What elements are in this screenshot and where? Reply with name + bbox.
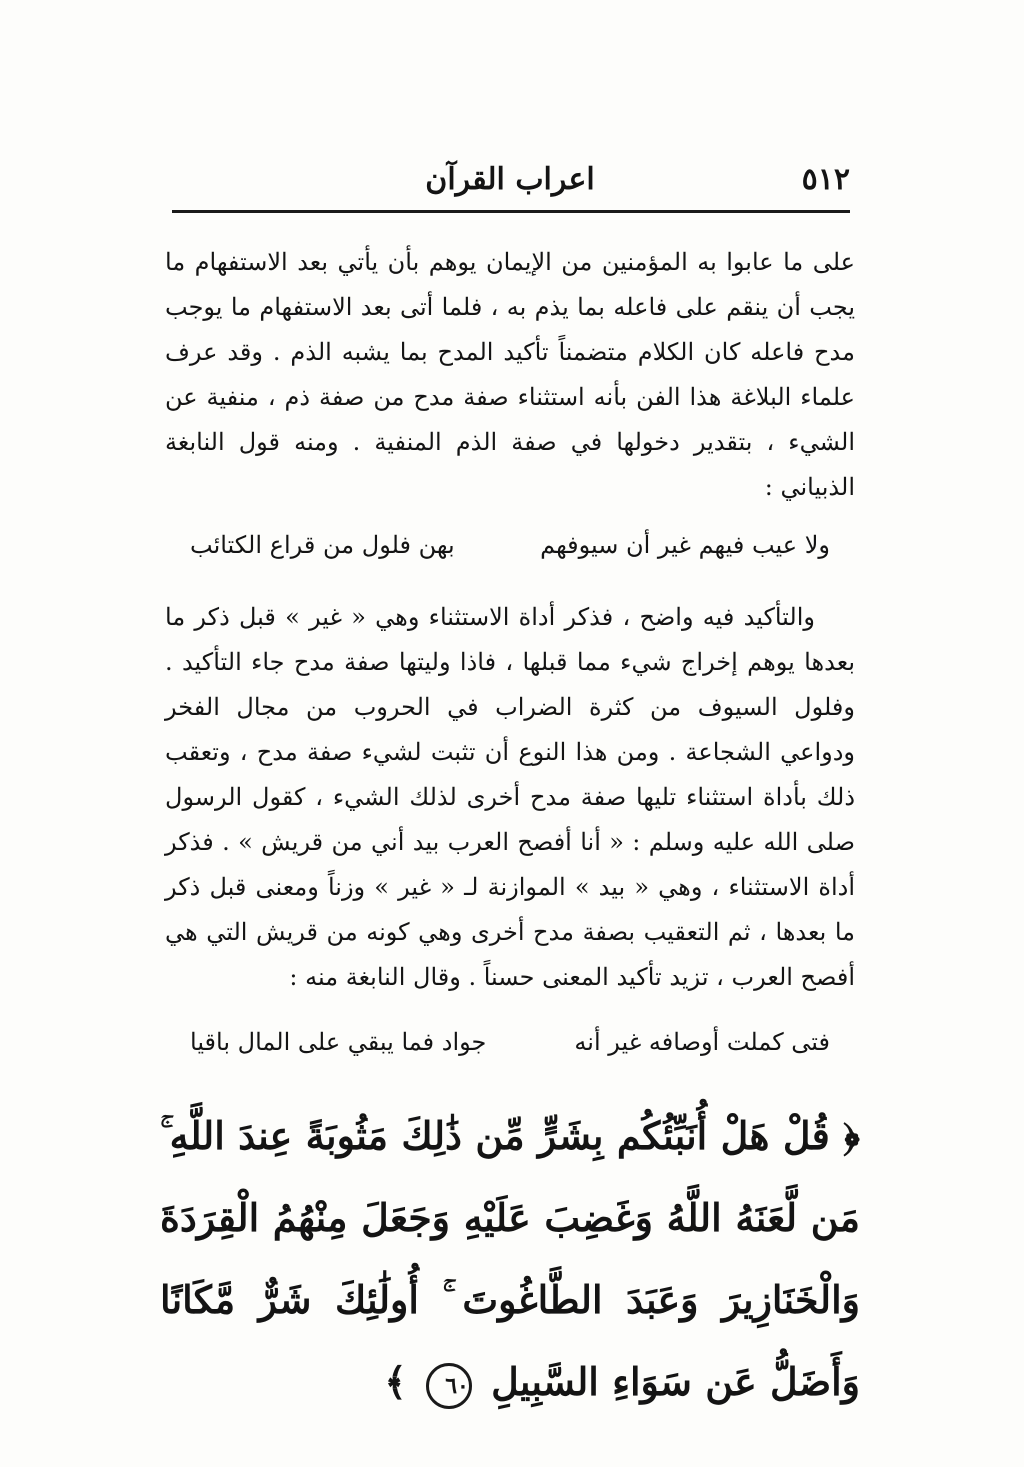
page-number: ٥١٢ xyxy=(801,162,850,197)
quran-verse xyxy=(160,1095,860,1423)
paragraph-explanation: والتأكيد فيه واضح ، فذكر أداة الاستثناء وهي « غير » قبل ذكر ما بعدها يوهم إخراج شيء مما قبلها ، فاذا وليتها صفة مدح جاء التأكيد . وفلول السيوف من كثرة الضراب في الحروب من مجال الفخر ودواعي الشجاعة . ومن هذا النوع أن تثبت لشيء صفة مدح ، وتعقب ذلك بأداة استثناء تليها صفة مدح أخرى لذلك الشيء ، كقول الرسول صلى الله عليه وسلم : « أنا أفصح العرب بيد أني من قريش » . فذكر أداة الاستثناء ، وهي « بيد » الموازنة لـ « غير » وزناً ومعنى قبل ذكر ما بعدها ، ثم التعقيب بصفة مدح أخرى وهي كونه من قريش التي هي أفصح العرب ، تزيد تأكيد المعنى حسناً . وقال النابغة منه : xyxy=(165,603,856,991)
poetry-verse-1 xyxy=(190,525,830,565)
header-rule xyxy=(172,210,850,213)
verse-2-first-hemistich: فتى كملت أوصافه غير أنه xyxy=(574,1028,830,1056)
page-header xyxy=(170,160,850,200)
quran-close-bracket: ﴾ xyxy=(384,1359,407,1404)
quran-open-bracket: ﴿ xyxy=(843,1113,861,1158)
verse-1-first-hemistich: ولا عيب فيهم غير أن سيوفهم xyxy=(540,531,830,559)
paragraph-intro: على ما عابوا به المؤمنين من الإيمان يوهم بأن يأتي بعد الاستفهام ما يجب أن ينقم على فاعله بما يذم به ، فلما أتى بعد الاستفهام ما يوجب مدح فاعله كان الكلام متضمناً تأكيد المدح بما يشبه الذم . وقد عرف علماء البلاغة هذا الفن بأنه استثناء صفة مدح من صفة ذم ، منفية عن الشيء ، بتقدير دخولها في صفة الذم المنفية . ومنه قول النابغة الذبياني : xyxy=(165,248,855,501)
verse-2-second-hemistich: جواد فما يبقي على المال باقيا xyxy=(190,1028,487,1056)
ayah-number-marker: ٦٠ xyxy=(426,1363,472,1409)
quran-verse-text: قُلْ هَلْ أُنَبِّئُكُم بِشَرٍّ مِّن ذَٰلِكَ مَثُوبَةً عِندَ اللَّهِ ۚ مَن لَّعَنَهُ اللَّهُ وَغَضِبَ عَلَيْهِ وَجَعَلَ مِنْهُمُ الْقِرَدَةَ وَالْخَنَازِيرَ وَعَبَدَ الطَّاغُوتَ ۚ أُولَٰئِكَ شَرٌّ مَّكَانًا وَأَضَلُّ عَن سَوَاءِ السَّبِيلِ xyxy=(160,1113,860,1404)
verse-1-second-hemistich: بهن فلول من قراع الكتائب xyxy=(190,531,455,559)
poetry-verse-2 xyxy=(190,1022,830,1062)
running-title: اعراب القرآن xyxy=(425,162,595,197)
